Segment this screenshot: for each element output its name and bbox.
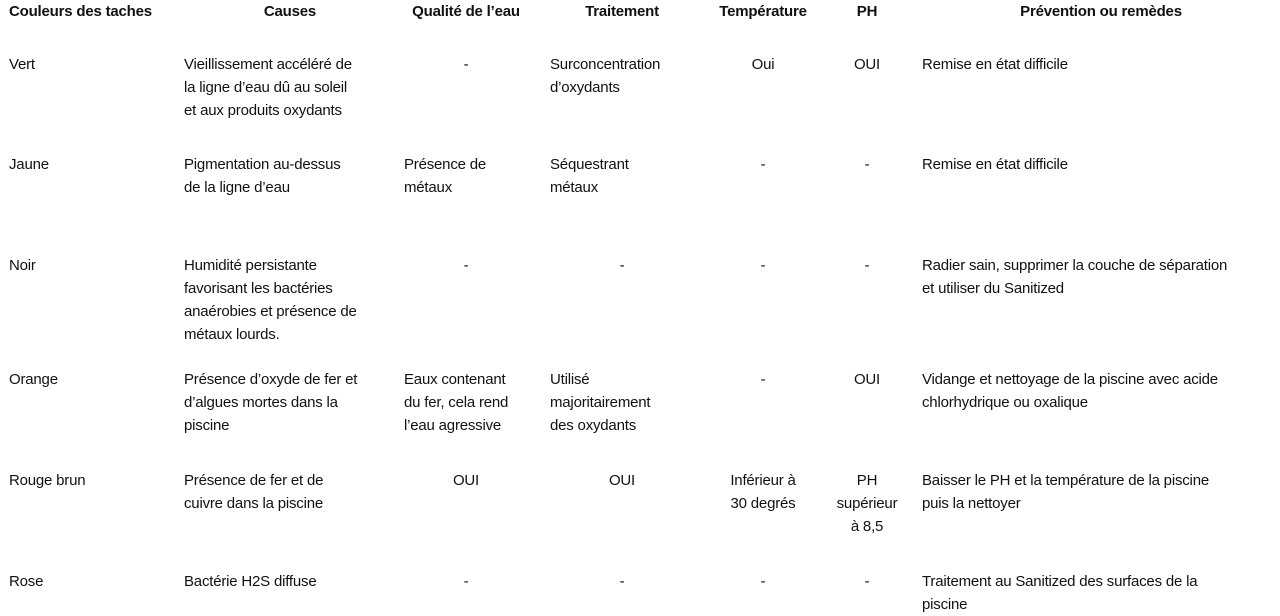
header-treatment: Traitement <box>585 3 659 20</box>
cell-temperature: - <box>760 257 766 274</box>
cell-temperature: - <box>760 573 766 590</box>
cell-water-quality: Eaux contenant du fer, cela rend l’eau agressive <box>404 371 509 434</box>
cell-colour: Vert <box>9 56 35 73</box>
header-causes: Causes <box>263 3 317 20</box>
cell-water-quality: Présence de métaux <box>404 156 487 196</box>
header-prevention: Prévention ou remèdes <box>1020 3 1182 20</box>
cell-ph: OUI <box>853 371 881 388</box>
cell-treatment: - <box>619 257 625 274</box>
cell-temperature: - <box>760 156 766 173</box>
cell-water-quality: - <box>463 573 469 590</box>
cell-colour: Rose <box>9 573 44 590</box>
cell-temperature: Inférieur à 30 degrés <box>730 472 796 512</box>
cell-prevention: Remise en état difficile <box>922 156 1068 173</box>
cell-treatment: Surconcentration d’oxydants <box>550 56 661 96</box>
cell-water-quality: - <box>463 257 469 274</box>
cell-water-quality: OUI <box>452 472 480 489</box>
cell-colour: Orange <box>9 371 58 388</box>
header-water-quality: Qualité de l’eau <box>412 3 520 20</box>
cell-temperature: Oui <box>751 56 775 73</box>
cell-prevention: Traitement au Sanitized des surfaces de la piscine <box>922 573 1198 613</box>
cell-causes: Humidité persistante favorisant les bactéries anaérobies et présence de métaux lourds. <box>184 257 357 343</box>
header-ph: PH <box>856 3 878 20</box>
cell-water-quality: - <box>463 56 469 73</box>
cell-colour: Jaune <box>9 156 49 173</box>
cell-ph: PH supérieur à 8,5 <box>836 472 898 535</box>
cell-colour: Rouge brun <box>9 472 86 489</box>
cell-causes: Vieillissement accéléré de la ligne d’eau dû au soleil et aux produits oxydants <box>184 56 352 119</box>
cell-prevention: Radier sain, supprimer la couche de séparation et utiliser du Sanitized <box>922 257 1228 297</box>
cell-ph: - <box>864 573 870 590</box>
header-temperature: Température <box>719 3 807 20</box>
cell-prevention: Remise en état difficile <box>922 56 1068 73</box>
header-colour: Couleurs des taches <box>9 3 152 20</box>
cell-treatment: Séquestrant métaux <box>550 156 629 196</box>
cell-treatment: - <box>619 573 625 590</box>
cell-causes: Présence de fer et de cuivre dans la piscine <box>184 472 324 512</box>
cell-prevention: Vidange et nettoyage de la piscine avec acide chlorhydrique ou oxalique <box>922 371 1218 411</box>
cell-prevention: Baisser le PH et la température de la piscine puis la nettoyer <box>922 472 1209 512</box>
cell-treatment: OUI <box>608 472 636 489</box>
cell-ph: OUI <box>853 56 881 73</box>
cell-causes: Présence d’oxyde de fer et d’algues mortes dans la piscine <box>184 371 358 434</box>
cell-treatment: Utilisé majoritairement des oxydants <box>550 371 651 434</box>
cell-colour: Noir <box>9 257 36 274</box>
cell-causes: Bactérie H2S diffuse <box>184 573 317 590</box>
cell-causes: Pigmentation au-dessus de la ligne d’eau <box>184 156 341 196</box>
cell-ph: - <box>864 257 870 274</box>
cell-ph: - <box>864 156 870 173</box>
cell-temperature: - <box>760 371 766 388</box>
